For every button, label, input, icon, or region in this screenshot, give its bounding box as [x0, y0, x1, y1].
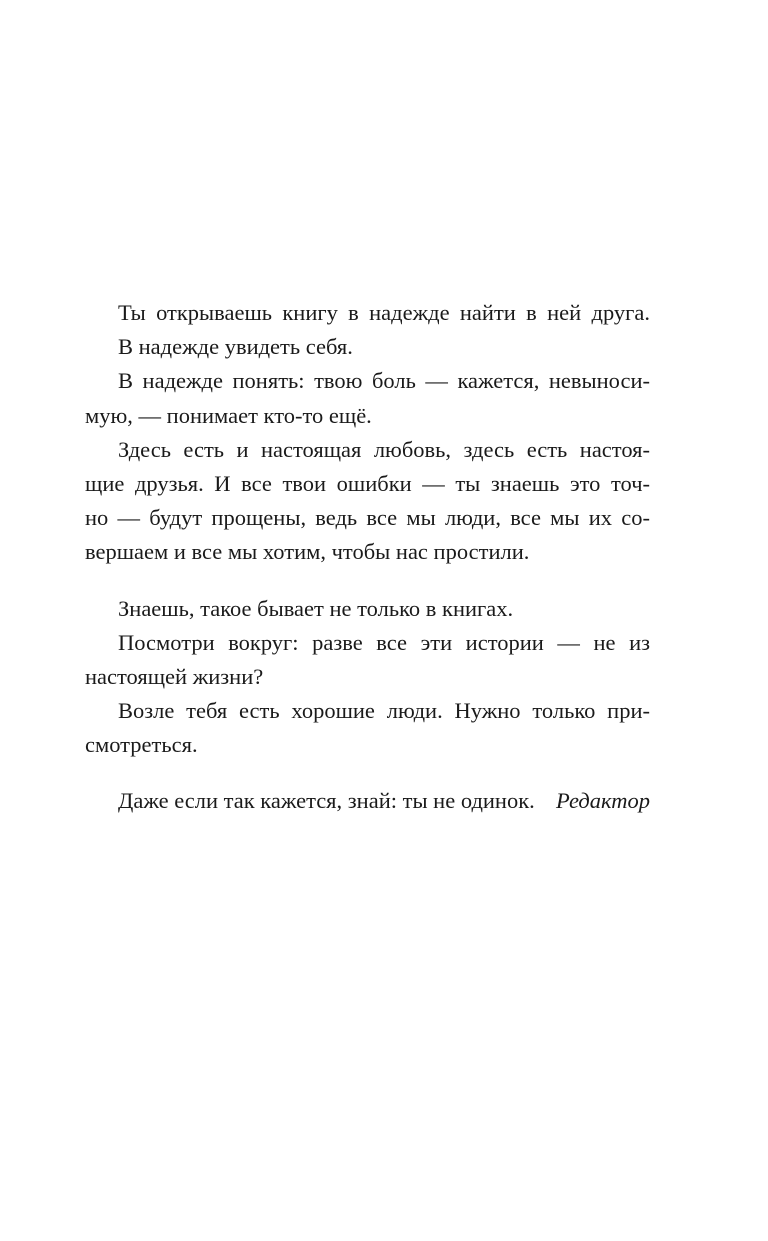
- text-line: В надежде понять: твою боль — кажется, невыноси-: [118, 368, 650, 394]
- text-line: Ты открываешь книгу в надежде найти в ней друга.: [118, 300, 650, 325]
- text-line: Посмотри вокруг: разве все эти истории — не из: [118, 629, 650, 655]
- text-line: но — будут прощены, ведь все мы люди, все мы их со-: [85, 505, 650, 531]
- text-line: настоящей жизни?: [85, 663, 264, 689]
- text-line: Возле тебя есть хорошие люди. Нужно только при-: [118, 698, 650, 724]
- text-line: Знаешь, такое бывает не только в книгах.: [118, 595, 514, 621]
- body-text: [85, 296, 650, 819]
- text-line: В надежде увидеть себя.: [118, 334, 353, 360]
- text-line: вершаем и все мы хотим, чтобы нас простили.: [85, 539, 530, 565]
- text-line: мую, — понимает кто-то ещё.: [85, 402, 372, 428]
- text-line: Здесь есть и настоящая любовь, здесь есть настоя-: [118, 436, 650, 462]
- paragraph-gap: [118, 570, 650, 592]
- signature: Редактор: [556, 788, 650, 813]
- text-line: смотреться.: [85, 732, 198, 758]
- text-line: Даже если так кажется, знай: ты не одинок.: [118, 788, 535, 814]
- paragraph-gap: [118, 762, 650, 784]
- text-line: щие друзья. И все твои ошибки — ты знаешь это точ-: [85, 470, 650, 496]
